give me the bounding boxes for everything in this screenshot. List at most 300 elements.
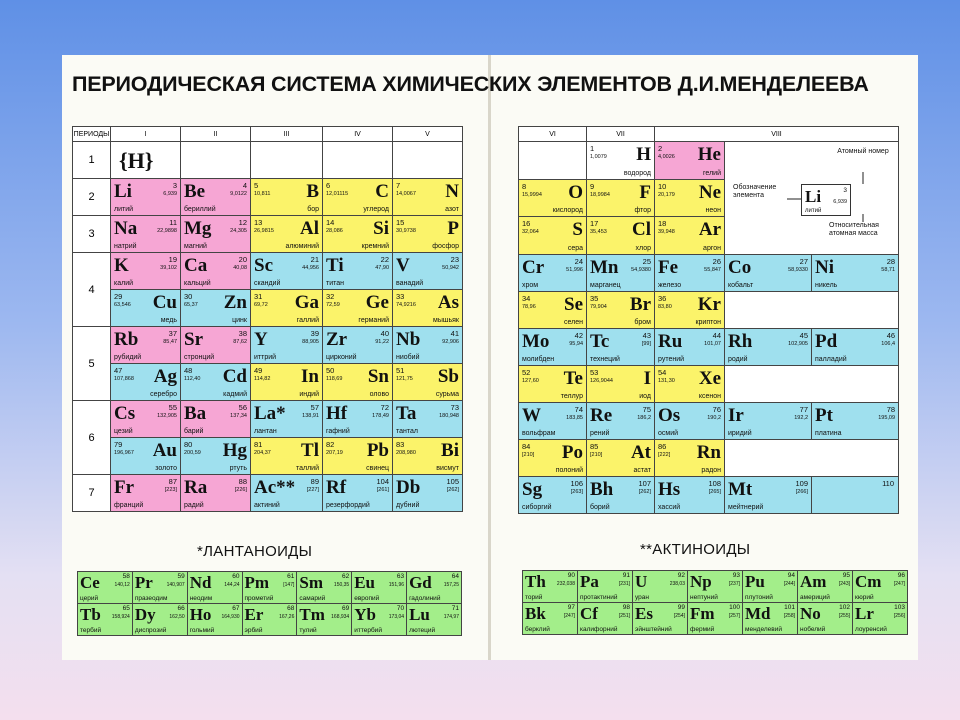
header-group-3: III xyxy=(251,127,323,142)
empty-cell xyxy=(519,142,587,180)
element-symbol: I xyxy=(643,368,651,389)
atomic-mass: [262] xyxy=(638,489,651,495)
element-lr[interactable] xyxy=(853,603,908,635)
atomic-number: 69 xyxy=(341,605,350,612)
atomic-mass: 35,453 xyxy=(590,229,607,236)
element-te[interactable] xyxy=(519,366,587,403)
atomic-mass: [210] xyxy=(590,452,603,458)
atomic-number: 67 xyxy=(232,605,240,612)
atomic-number: 34 xyxy=(522,294,531,303)
element-pa[interactable] xyxy=(578,571,633,603)
element-bi[interactable] xyxy=(393,438,463,475)
element-ho[interactable] xyxy=(187,604,242,636)
element-name: америций xyxy=(800,593,830,601)
element-symbol: Fr xyxy=(114,477,135,498)
element-hs[interactable] xyxy=(655,477,725,514)
element-sb[interactable] xyxy=(393,364,463,401)
element-ce[interactable] xyxy=(78,572,133,604)
element-gd[interactable] xyxy=(407,572,462,604)
element-hf[interactable] xyxy=(323,401,393,438)
atomic-mass: 114,82 xyxy=(254,376,271,382)
atomic-mass: [223] xyxy=(164,487,177,493)
element-ne[interactable] xyxy=(655,179,725,217)
element-ra[interactable] xyxy=(181,475,251,512)
element-symbol: Ga xyxy=(294,292,319,313)
element-symbol: Ba xyxy=(184,403,207,424)
atomic-number: 15 xyxy=(396,218,405,227)
element-pm[interactable] xyxy=(242,572,297,604)
element-name: свинец xyxy=(366,465,389,472)
atomic-mass: 190,2 xyxy=(707,415,721,421)
element-pr[interactable] xyxy=(132,572,187,604)
atomic-mass: 140,12 xyxy=(114,582,130,588)
element-ru[interactable] xyxy=(655,329,725,366)
atomic-mass: 132,905 xyxy=(157,413,177,419)
atomic-number: 18 xyxy=(658,219,667,229)
atomic-mass: [254] xyxy=(673,613,685,619)
atomic-mass: 39,102 xyxy=(160,265,177,271)
element-be[interactable] xyxy=(181,179,251,216)
element-xe[interactable] xyxy=(655,366,725,403)
element-n[interactable] xyxy=(393,179,463,216)
element-np[interactable] xyxy=(688,571,743,603)
atomic-number: 87 xyxy=(168,477,177,486)
atomic-number: 59 xyxy=(177,573,185,580)
element-pt[interactable] xyxy=(812,403,899,440)
element-name: менделевий xyxy=(745,625,782,633)
element-rn[interactable] xyxy=(655,440,725,477)
element-li[interactable] xyxy=(111,179,181,216)
element-k[interactable] xyxy=(111,253,181,290)
element-name: калифорний xyxy=(580,625,618,633)
element-eu[interactable] xyxy=(352,572,407,604)
element-nb[interactable] xyxy=(393,327,463,364)
element-se[interactable] xyxy=(519,292,587,329)
element-p[interactable] xyxy=(393,216,463,253)
element-symbol: Pd xyxy=(815,331,838,352)
element-rb[interactable] xyxy=(111,327,181,364)
element-symbol: K xyxy=(114,255,129,276)
element-nd[interactable] xyxy=(187,572,242,604)
element-re[interactable] xyxy=(587,403,655,440)
actinoids-label: **АКТИНОИДЫ xyxy=(640,541,751,558)
element-u[interactable] xyxy=(633,571,688,603)
element-mn[interactable] xyxy=(587,255,655,292)
element-sn[interactable] xyxy=(323,364,393,401)
atomic-mass: 78,96 xyxy=(522,304,536,310)
legend-symbol: Li xyxy=(805,187,822,206)
atomic-mass: 112,40 xyxy=(184,376,201,382)
atomic-mass: [244] xyxy=(783,581,795,587)
atomic-number: 42 xyxy=(574,331,583,340)
right-table xyxy=(518,126,899,514)
atomic-number: 80 xyxy=(184,440,193,449)
atomic-number: 61 xyxy=(287,573,295,580)
element-db[interactable] xyxy=(393,475,463,512)
atomic-number: 39 xyxy=(310,329,319,338)
element-name: диспрозий xyxy=(134,626,167,634)
element-symbol: Be xyxy=(184,181,206,202)
atomic-number: 90 xyxy=(567,572,575,579)
element-cs[interactable] xyxy=(111,401,181,438)
atomic-number: 11 xyxy=(169,218,177,227)
header-group-8: VIII xyxy=(655,127,899,142)
element-name: технеций xyxy=(590,356,620,363)
atomic-number: 92 xyxy=(677,572,685,579)
element-b[interactable] xyxy=(251,179,323,216)
element-name: галлий xyxy=(296,317,319,324)
atomic-mass: 127,60 xyxy=(522,378,539,384)
element-ag[interactable] xyxy=(111,364,181,401)
element-he[interactable] xyxy=(655,142,725,180)
atomic-number: 43 xyxy=(642,331,651,340)
atomic-mass: [257] xyxy=(728,613,740,619)
element-y[interactable] xyxy=(251,327,323,364)
atomic-number: 78 xyxy=(886,405,896,414)
atomic-number: 103 xyxy=(894,604,905,611)
element-cf[interactable] xyxy=(578,603,633,635)
element-symbol: Ho xyxy=(189,605,212,624)
element-symbol: Sr xyxy=(184,329,203,350)
atomic-number: 41 xyxy=(450,329,459,338)
period-label: 4 xyxy=(73,253,111,327)
element-name: кремний xyxy=(361,243,389,250)
element-i[interactable] xyxy=(587,366,655,403)
element-symbol: Pt xyxy=(815,405,833,426)
element-name: фермий xyxy=(690,625,715,633)
page-title: ПЕРИОДИЧЕСКАЯ СИСТЕМА ХИМИЧЕСКИХ ЭЛЕМЕНТОВ Д.И.МЕНДЕЛЕЕВА xyxy=(72,72,869,96)
element-name: хассий xyxy=(658,504,681,511)
atomic-number: 109 xyxy=(795,479,808,488)
element-po[interactable] xyxy=(519,440,587,477)
element-ir[interactable] xyxy=(725,403,812,440)
element-symbol: Rb xyxy=(114,329,139,350)
element-pd[interactable] xyxy=(812,329,899,366)
element-ar[interactable] xyxy=(655,217,725,255)
element-pu[interactable] xyxy=(743,571,798,603)
legend-designation-text: Обозначение элемента xyxy=(733,184,777,200)
atomic-mass: [255] xyxy=(838,613,850,619)
element-name: эрбий xyxy=(244,626,263,634)
element-name: бериллий xyxy=(184,206,216,213)
atomic-mass: [261] xyxy=(376,487,389,493)
element-es[interactable] xyxy=(633,603,688,635)
element-name: иттербий xyxy=(354,626,382,634)
element-h[interactable] xyxy=(111,142,181,179)
element-br[interactable] xyxy=(587,292,655,329)
element-ga[interactable] xyxy=(251,290,323,327)
atomic-mass: 47,90 xyxy=(375,265,389,271)
element-symbol: Te xyxy=(563,368,583,389)
element-md[interactable] xyxy=(743,603,798,635)
element-symbol: Xe xyxy=(698,368,721,389)
element-name: ртуть xyxy=(229,465,247,472)
atomic-mass: 164,930 xyxy=(221,614,240,620)
element-name: криптон xyxy=(695,319,721,326)
element-hg[interactable] xyxy=(181,438,251,475)
element-name: осмий xyxy=(658,430,679,437)
element-name: мейтнерий xyxy=(728,504,764,511)
element-ba[interactable] xyxy=(181,401,251,438)
element-symbol: Se xyxy=(564,294,583,315)
element-c[interactable] xyxy=(323,179,393,216)
element-la[interactable] xyxy=(251,401,323,438)
element-mt[interactable] xyxy=(725,477,812,514)
atomic-number: 76 xyxy=(712,405,721,414)
element-zn[interactable] xyxy=(181,290,251,327)
element-symbol: H xyxy=(636,144,651,165)
atomic-number: 97 xyxy=(567,604,575,611)
element-ni[interactable] xyxy=(812,255,899,292)
element-fe[interactable] xyxy=(655,255,725,292)
element-symbol: Ca xyxy=(184,255,208,276)
element-fr[interactable] xyxy=(111,475,181,512)
element-symbol: Sc xyxy=(254,255,273,276)
element-name: хром xyxy=(522,282,539,289)
element-sm[interactable] xyxy=(297,572,352,604)
atomic-mass: 232,038 xyxy=(556,581,575,587)
element-sr[interactable] xyxy=(181,327,251,364)
atomic-number: 86 xyxy=(658,442,667,451)
atomic-number: 30 xyxy=(184,292,193,301)
atomic-number: 70 xyxy=(396,605,405,612)
atomic-mass: 101,07 xyxy=(704,341,721,347)
element-al[interactable] xyxy=(251,216,323,253)
atomic-mass: [266] xyxy=(795,489,808,495)
element-na[interactable] xyxy=(111,216,181,253)
atomic-mass: 126,9044 xyxy=(590,378,613,384)
element-cm[interactable] xyxy=(853,571,908,603)
element-symbol: Po xyxy=(561,442,583,463)
element-name: неодим xyxy=(189,594,213,602)
element-name: ванадий xyxy=(396,280,424,287)
atomic-mass: 6,939 xyxy=(163,191,177,197)
element-name: углерод xyxy=(363,206,389,213)
atomic-mass: 58,71 xyxy=(881,267,896,273)
element-mo[interactable] xyxy=(519,329,587,366)
element-tc[interactable] xyxy=(587,329,655,366)
element-symbol: Yb xyxy=(354,605,376,624)
element-name: радон xyxy=(701,467,721,474)
atomic-number: 20 xyxy=(238,255,247,264)
atomic-number: 1 xyxy=(590,144,595,153)
element-w[interactable] xyxy=(519,403,587,440)
element-cr[interactable] xyxy=(519,255,587,292)
atomic-number: 3 xyxy=(172,181,177,190)
atomic-number: 23 xyxy=(450,255,459,264)
actinoids-table xyxy=(522,570,908,635)
element-h[interactable] xyxy=(587,142,655,180)
atomic-number: 75 xyxy=(642,405,651,414)
element-symbol: Si xyxy=(373,218,389,239)
atomic-mass: 51,996 xyxy=(566,267,583,273)
element-cl[interactable] xyxy=(587,217,655,255)
element-name: никель xyxy=(815,282,838,289)
element-symbol: Sg xyxy=(522,479,543,500)
lanthanoids-label: *ЛАНТАНОИДЫ xyxy=(197,543,313,560)
element-name: фтор xyxy=(634,207,651,215)
element-s[interactable] xyxy=(519,217,587,255)
element-symbol: Cr xyxy=(522,257,545,278)
atomic-mass: 207,19 xyxy=(326,450,343,456)
element-symbol: No xyxy=(800,604,821,623)
element-name: молибден xyxy=(522,356,555,363)
element-name: натрий xyxy=(114,243,137,250)
element-name: медь xyxy=(160,317,177,324)
element-cd[interactable] xyxy=(181,364,251,401)
element-ge[interactable] xyxy=(323,290,393,327)
element-name: берклий xyxy=(525,625,550,633)
element-name: калий xyxy=(114,280,134,287)
element-sc[interactable] xyxy=(251,253,323,290)
legend-atomic-number-text: Атомный номер xyxy=(837,148,889,155)
element-sg[interactable] xyxy=(519,477,587,514)
element-name: железо xyxy=(658,282,682,289)
element-pb[interactable] xyxy=(323,438,393,475)
element-bk[interactable] xyxy=(523,603,578,635)
element-in[interactable] xyxy=(251,364,323,401)
atomic-mass: 131,30 xyxy=(658,378,675,384)
element-si[interactable] xyxy=(323,216,393,253)
element-no[interactable] xyxy=(798,603,853,635)
element-fm[interactable] xyxy=(688,603,743,635)
atomic-number: 17 xyxy=(590,219,599,229)
element-symbol: Ni xyxy=(815,257,834,278)
atomic-mass: 238,03 xyxy=(669,581,685,587)
element-symbol: Am xyxy=(800,572,827,591)
element-ti[interactable] xyxy=(323,253,393,290)
atomic-mass: [227] xyxy=(306,487,319,493)
element-rf[interactable] xyxy=(323,475,393,512)
element-symbol: Ne xyxy=(698,181,721,203)
element-symbol: Mg xyxy=(184,218,212,239)
element-symbol: Pa xyxy=(580,572,599,591)
book-spine xyxy=(488,55,491,660)
element-symbol: Pb xyxy=(366,440,389,461)
element-symbol: Md xyxy=(745,604,771,623)
atomic-mass: 12,01115 xyxy=(326,191,349,197)
atomic-mass: 88,905 xyxy=(302,339,319,345)
element-symbol: Li xyxy=(114,181,132,202)
element-e110[interactable] xyxy=(812,477,899,514)
element-name: рубидий xyxy=(114,354,142,361)
element-co[interactable] xyxy=(725,255,812,292)
atomic-number: 82 xyxy=(326,440,335,449)
atomic-mass: [247] xyxy=(563,613,575,619)
element-tm[interactable] xyxy=(297,604,352,636)
element-name: кюрий xyxy=(855,593,874,601)
element-name: гадолиний xyxy=(409,594,441,602)
element-rh[interactable] xyxy=(725,329,812,366)
element-symbol: Ti xyxy=(326,255,344,276)
element-name: рений xyxy=(590,430,610,437)
atomic-number: 19 xyxy=(168,255,177,264)
atomic-number: 55 xyxy=(168,403,177,412)
legend-arrows xyxy=(725,142,893,254)
element-as[interactable] xyxy=(393,290,463,327)
element-ac[interactable] xyxy=(251,475,323,512)
element-bh[interactable] xyxy=(587,477,655,514)
atomic-mass: [258] xyxy=(783,613,795,619)
element-tb[interactable] xyxy=(78,604,133,636)
atomic-number: 89 xyxy=(310,477,319,486)
element-ca[interactable] xyxy=(181,253,251,290)
element-symbol: Br xyxy=(629,294,651,315)
element-symbol: Na xyxy=(114,218,138,239)
element-symbol: Gd xyxy=(409,573,432,592)
atomic-number: 99 xyxy=(677,604,685,611)
element-f[interactable] xyxy=(587,179,655,217)
element-symbol: Kr xyxy=(697,294,721,315)
element-os[interactable] xyxy=(655,403,725,440)
element-mg[interactable] xyxy=(181,216,251,253)
atomic-number: 31 xyxy=(254,292,263,301)
element-er[interactable] xyxy=(242,604,297,636)
element-v[interactable] xyxy=(393,253,463,290)
atomic-mass: 87,62 xyxy=(233,339,247,345)
element-dy[interactable] xyxy=(132,604,187,636)
atomic-mass: 178,49 xyxy=(372,413,389,419)
element-th[interactable] xyxy=(523,571,578,603)
atomic-mass: 40,08 xyxy=(233,265,247,271)
element-kr[interactable] xyxy=(655,292,725,329)
atomic-mass: 92,906 xyxy=(442,339,459,345)
element-name: сурьма xyxy=(435,391,459,398)
element-symbol: Er xyxy=(244,605,264,624)
element-name: лютеций xyxy=(409,626,436,634)
element-yb[interactable] xyxy=(352,604,407,636)
element-symbol: Ce xyxy=(80,573,100,592)
atomic-mass: 137,34 xyxy=(230,413,247,419)
element-zr[interactable] xyxy=(323,327,393,364)
element-cu[interactable] xyxy=(111,290,181,327)
atomic-number: 74 xyxy=(574,405,583,414)
element-symbol: Bh xyxy=(590,479,614,500)
element-symbol: {H} xyxy=(119,148,154,173)
atomic-mass: [265] xyxy=(708,489,721,495)
element-name: актиний xyxy=(254,502,280,509)
element-symbol: Sm xyxy=(299,573,323,592)
header-group-2: II xyxy=(181,127,251,142)
element-symbol: Zn xyxy=(223,292,247,313)
atomic-number: 37 xyxy=(168,329,177,338)
element-o[interactable] xyxy=(519,179,587,217)
atomic-mass: [251] xyxy=(618,613,630,619)
element-name: неон xyxy=(705,207,721,215)
element-lu[interactable] xyxy=(407,604,462,636)
atomic-number: 58 xyxy=(122,573,130,580)
atomic-number: 16 xyxy=(522,219,531,229)
element-at[interactable] xyxy=(587,440,655,477)
element-am[interactable] xyxy=(798,571,853,603)
element-name: рутений xyxy=(658,356,685,363)
element-tl[interactable] xyxy=(251,438,323,475)
element-symbol: Au xyxy=(152,440,177,461)
atomic-mass: 138,91 xyxy=(302,413,319,419)
element-symbol: Cs xyxy=(114,403,136,424)
atomic-mass: 55,847 xyxy=(704,267,721,273)
atomic-number: 50 xyxy=(326,366,335,375)
element-name: кадмий xyxy=(223,391,247,398)
element-name: вольфрам xyxy=(522,430,556,437)
element-name: гафний xyxy=(326,428,350,435)
atomic-mass: 24,305 xyxy=(230,228,247,234)
element-au[interactable] xyxy=(111,438,181,475)
atomic-number: 29 xyxy=(114,292,123,301)
element-name: тулий xyxy=(299,626,317,634)
element-ta[interactable] xyxy=(393,401,463,438)
element-symbol: Al xyxy=(300,218,319,239)
